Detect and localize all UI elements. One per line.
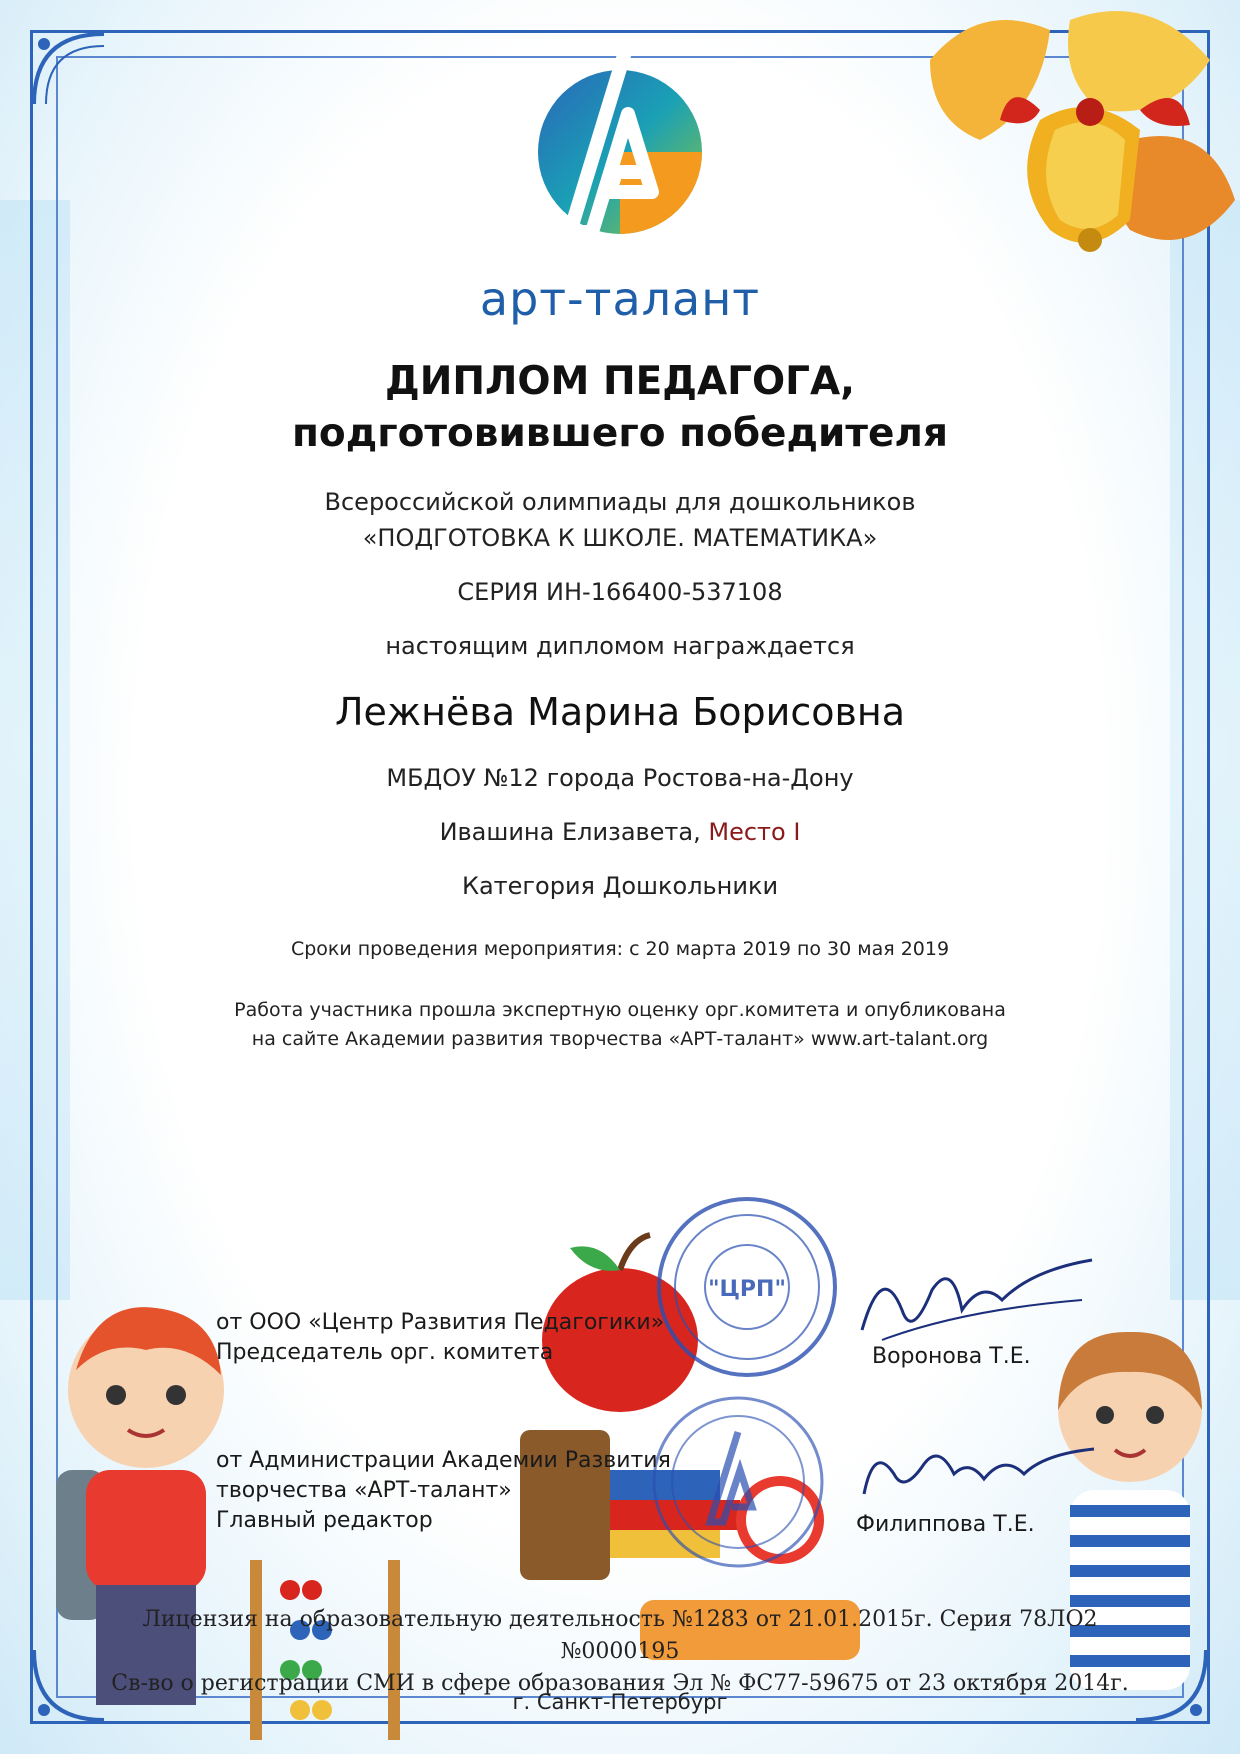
recipient-name: Лежнёва Марина Борисовна	[334, 690, 906, 734]
sig1-name: Воронова Т.Е.	[872, 1344, 1031, 1369]
city-label: г. Санкт-Петербург	[512, 1690, 728, 1714]
sig2-name: Филиппова Т.Е.	[856, 1512, 1035, 1537]
autumn-leaves-bell-icon	[890, 0, 1240, 330]
corner-ornament-icon	[24, 24, 114, 114]
diploma-title	[120, 356, 1120, 460]
institution-name: МБДОУ №12 города Ростова-на-Дону	[386, 764, 854, 792]
series-number: СЕРИЯ ИН-166400-537108	[457, 578, 783, 606]
signature-block-1	[216, 1308, 664, 1368]
sig1-organization: от ООО «Центр Развития Педагогики»	[216, 1310, 665, 1335]
stamp-center-text: "ЦРП"	[708, 1277, 786, 1302]
license-line-2: Св-во о регистрации СМИ в сфере образования Эл № ФС77-59675 от 23 октября 2014г.	[111, 1671, 1129, 1696]
awarded-text: настоящим дипломом награждается	[385, 632, 855, 660]
license-footer	[100, 1604, 1140, 1700]
academy-round-stamp	[648, 1392, 828, 1572]
note-line-1: Работа участника прошла экспертную оценку орг.комитета и опубликована	[234, 999, 1006, 1021]
event-line-1: Всероссийской олимпиады для дошкольников	[324, 488, 916, 516]
expert-note	[120, 996, 1120, 1054]
license-line-1: Лицензия на образовательную деятельность №1283 от 21.01.2015г. Серия 78ЛО2 №0000195	[142, 1607, 1098, 1664]
sig2-role: Главный редактор	[216, 1508, 433, 1533]
title-line-2: подготовившего победителя	[291, 411, 948, 456]
event-name	[120, 484, 1120, 556]
crp-round-stamp	[652, 1192, 842, 1382]
title-line-1: ДИПЛОМ ПЕДАГОГА,	[385, 359, 855, 404]
sig2-organization-line-1: от Администрации Академии Развития	[216, 1448, 671, 1473]
category-label: Категория Дошкольники	[461, 872, 779, 900]
brand-name: арт-талант	[479, 272, 761, 326]
sig1-role: Председатель орг. комитета	[216, 1340, 554, 1365]
signature-block-2	[216, 1446, 671, 1536]
sig2-organization-line-2: творчества «АРТ-талант»	[216, 1478, 512, 1503]
event-dates: Сроки проведения мероприятия: с 20 марта 2019 по 30 мая 2019	[290, 938, 950, 960]
student-line	[120, 818, 1120, 846]
signature-filippova	[844, 1424, 1104, 1524]
student-name: Ивашина Елизавета,	[439, 818, 701, 846]
place-label: Место I	[708, 818, 801, 846]
art-talant-logo	[530, 42, 710, 262]
note-line-2: на сайте Академии развития творчества «АРТ-талант» www.art-talant.org	[251, 1028, 989, 1050]
event-line-2: «ПОДГОТОВКА К ШКОЛЕ. МАТЕМАТИКА»	[362, 524, 878, 552]
